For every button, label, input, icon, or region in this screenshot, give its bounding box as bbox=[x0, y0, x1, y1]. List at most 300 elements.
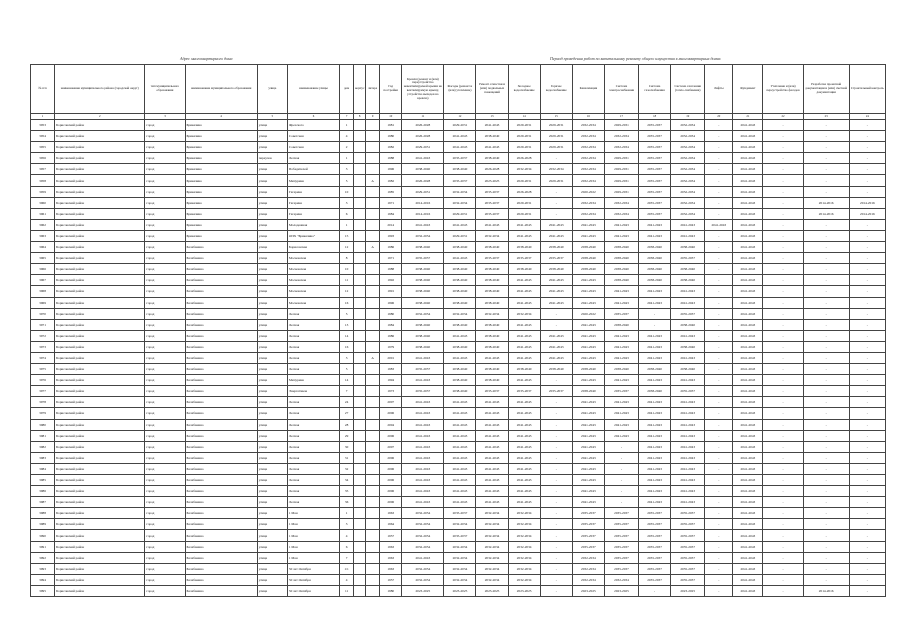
table-cell bbox=[366, 386, 380, 397]
table-cell: - bbox=[540, 486, 572, 497]
table-cell: 3968 bbox=[31, 286, 55, 297]
table-cell: 3981 bbox=[31, 430, 55, 441]
table-cell: 2035-2037 bbox=[402, 253, 444, 264]
table-cell: 2032-2034 bbox=[444, 308, 476, 319]
table-cell bbox=[366, 142, 380, 153]
table-cell: 2041-2043 bbox=[476, 419, 508, 430]
table-cell: Борисовский район bbox=[55, 242, 145, 253]
table-cell: - bbox=[803, 519, 849, 530]
table-cell: город bbox=[145, 208, 185, 219]
table-cell: город bbox=[145, 441, 185, 452]
table-cell: 2014-2016 bbox=[849, 197, 885, 208]
table-cell: Борисовский район bbox=[55, 452, 145, 463]
table-cell bbox=[354, 508, 366, 519]
table-cell: - bbox=[705, 408, 733, 419]
table-cell: - bbox=[849, 297, 885, 308]
table-cell: улица bbox=[257, 419, 287, 430]
table-cell: 2041-2043 bbox=[572, 475, 604, 486]
table-cell: 2026-2028 bbox=[402, 120, 444, 131]
table-cell bbox=[366, 541, 380, 552]
table-cell: 2038-2040 bbox=[476, 364, 508, 375]
table-cell: 2041-2043 bbox=[733, 230, 763, 241]
table-cell: Балабанино bbox=[185, 364, 257, 375]
table-cell: 2041-2043 bbox=[733, 242, 763, 253]
table-cell: 2029-2031 bbox=[508, 120, 540, 131]
table-cell: 2041-2043 bbox=[572, 408, 604, 419]
table-cell: 1982 bbox=[380, 142, 402, 153]
table-cell: - bbox=[540, 475, 572, 486]
column-number: 19 bbox=[671, 114, 705, 120]
table-cell: 2035-2037 bbox=[540, 386, 572, 397]
table-cell: 2007 bbox=[380, 397, 402, 408]
table-cell bbox=[366, 530, 380, 541]
table-cell: 8 bbox=[340, 253, 354, 264]
table-cell: 2032-2034 bbox=[444, 574, 476, 585]
table-cell: 2020-2022 bbox=[572, 186, 604, 197]
table-row bbox=[31, 297, 886, 308]
table-cell: - bbox=[849, 330, 885, 341]
table-cell bbox=[354, 275, 366, 286]
table-row bbox=[31, 497, 886, 508]
table-row bbox=[31, 175, 886, 186]
table-cell: 2032-2034 bbox=[572, 120, 604, 131]
table-cell: - bbox=[540, 541, 572, 552]
table-cell: Борисовский район bbox=[55, 574, 145, 585]
table-cell: 1980 bbox=[380, 131, 402, 142]
table-cell: 2041-2043 bbox=[444, 475, 476, 486]
table-cell: - bbox=[849, 585, 885, 596]
table-cell: 2041-2043 bbox=[639, 419, 671, 430]
table-cell: город bbox=[145, 297, 185, 308]
table-cell: - bbox=[763, 253, 803, 264]
table-cell: Московская bbox=[287, 264, 339, 275]
table-cell: город bbox=[145, 242, 185, 253]
table-cell: 2041-2043 bbox=[572, 397, 604, 408]
table-cell: 2026-2028 bbox=[402, 131, 444, 142]
table-cell: - bbox=[803, 319, 849, 330]
table-cell: 2035-2037 bbox=[604, 308, 638, 319]
table-cell: 2035-2037 bbox=[402, 386, 444, 397]
table-cell: 2041-2043 bbox=[402, 463, 444, 474]
table-cell: 1964 bbox=[380, 519, 402, 530]
table-cell: улица bbox=[257, 330, 287, 341]
table-cell: - bbox=[849, 497, 885, 508]
table-cell: улица bbox=[257, 319, 287, 330]
table-cell: улица bbox=[257, 197, 287, 208]
table-cell: - bbox=[763, 541, 803, 552]
table-cell: 16 bbox=[340, 297, 354, 308]
table-cell: 2041-2043 bbox=[402, 408, 444, 419]
table-cell: 5 bbox=[340, 308, 354, 319]
table-cell: - bbox=[849, 275, 885, 286]
table-cell bbox=[354, 585, 366, 596]
table-cell: 2032-2034 bbox=[444, 519, 476, 530]
table-cell: Борисовский район bbox=[55, 319, 145, 330]
table-cell: - bbox=[763, 297, 803, 308]
column-number: 12 bbox=[444, 114, 476, 120]
table-cell bbox=[354, 408, 366, 419]
table-cell: улица bbox=[257, 186, 287, 197]
table-cell bbox=[366, 153, 380, 164]
table-cell: 2041-2043 bbox=[572, 275, 604, 286]
table-cell: Балабанино bbox=[185, 352, 257, 363]
table-cell: 2041-2043 bbox=[733, 308, 763, 319]
table-cell: 3976 bbox=[31, 375, 55, 386]
table-cell: - bbox=[540, 319, 572, 330]
table-cell: 3986 bbox=[31, 486, 55, 497]
table-cell: Брикачино bbox=[185, 164, 257, 175]
table-cell: - bbox=[803, 419, 849, 430]
table-cell: 3965 bbox=[31, 253, 55, 264]
table-cell bbox=[354, 208, 366, 219]
table-cell: 2023-2025 bbox=[508, 585, 540, 596]
table-cell: 1971 bbox=[380, 253, 402, 264]
table-cell: 2035-2037 bbox=[639, 175, 671, 186]
table-cell: улица bbox=[257, 120, 287, 131]
table-cell: 2029-2031 bbox=[508, 175, 540, 186]
table-cell: 2035-2037 bbox=[476, 197, 508, 208]
table-cell: Балабанино bbox=[185, 408, 257, 419]
table-cell: - bbox=[849, 419, 885, 430]
table-cell: 2041-2043 bbox=[444, 463, 476, 474]
table-cell: Борисовский район bbox=[55, 508, 145, 519]
table-cell: 2038-2040 bbox=[444, 386, 476, 397]
table-cell: 2035-2037 bbox=[639, 508, 671, 519]
table-cell: Борисовский район bbox=[55, 475, 145, 486]
table-cell: переулок bbox=[257, 153, 287, 164]
table-cell: улица bbox=[257, 530, 287, 541]
table-cell: город bbox=[145, 486, 185, 497]
table-cell: Брикачино bbox=[185, 219, 257, 230]
table-cell: Лесная bbox=[287, 430, 339, 441]
table-cell: 2032-2034 bbox=[508, 563, 540, 574]
table-cell: 2038-2040 bbox=[476, 297, 508, 308]
table-cell: 2035-2037 bbox=[639, 563, 671, 574]
table-cell: город bbox=[145, 497, 185, 508]
table-cell: 2041-2043 bbox=[444, 330, 476, 341]
table-cell: 2041-2043 bbox=[733, 530, 763, 541]
table-cell: - bbox=[705, 253, 733, 264]
table-cell: 2032-2034 bbox=[508, 164, 540, 175]
table-cell: 2041-2043 bbox=[444, 408, 476, 419]
table-cell: - bbox=[705, 242, 733, 253]
table-cell: - bbox=[763, 585, 803, 596]
table-row bbox=[31, 430, 886, 441]
table-cell: 2038-2040 bbox=[444, 286, 476, 297]
table-cell: - bbox=[849, 286, 885, 297]
table-cell: 2035-2037 bbox=[444, 175, 476, 186]
table-cell bbox=[366, 574, 380, 585]
table-cell: 3963 bbox=[31, 230, 55, 241]
table-row bbox=[31, 364, 886, 375]
table-cell: 2041-2043 bbox=[604, 397, 638, 408]
table-cell: 2041-2043 bbox=[572, 330, 604, 341]
table-body bbox=[31, 120, 886, 597]
table-cell: 2038-2040 bbox=[572, 364, 604, 375]
table-cell: 2041-2043 bbox=[508, 475, 540, 486]
table-cell: Борисовский район bbox=[55, 341, 145, 352]
table-cell bbox=[354, 530, 366, 541]
table-cell: 3991 bbox=[31, 541, 55, 552]
table-cell: город bbox=[145, 386, 185, 397]
table-cell: 2038-2040 bbox=[639, 253, 671, 264]
table-cell: 13 bbox=[340, 319, 354, 330]
table-cell: 2041-2043 bbox=[444, 452, 476, 463]
table-cell: 2041-2043 bbox=[733, 219, 763, 230]
table-cell: - bbox=[803, 175, 849, 186]
table-cell: - bbox=[763, 197, 803, 208]
table-cell: 2029-2031 bbox=[444, 208, 476, 219]
column-number: 16 bbox=[572, 114, 604, 120]
table-cell: 2041-2043 bbox=[733, 375, 763, 386]
table-cell: город bbox=[145, 164, 185, 175]
table-cell: 2041-2043 bbox=[604, 430, 638, 441]
column-header: литера bbox=[366, 65, 380, 114]
table-cell: Борисовский район bbox=[55, 552, 145, 563]
table-cell: - bbox=[803, 352, 849, 363]
table-cell: - bbox=[803, 153, 849, 164]
table-cell: 2041-2043 bbox=[402, 430, 444, 441]
table-cell: 2041-2043 bbox=[639, 463, 671, 474]
table-cell: - bbox=[849, 563, 885, 574]
table-cell: 3959 bbox=[31, 186, 55, 197]
table-cell: - bbox=[705, 486, 733, 497]
table-cell: улица bbox=[257, 297, 287, 308]
table-cell bbox=[354, 131, 366, 142]
table-cell: 2035-2037 bbox=[639, 552, 671, 563]
table-cell: город bbox=[145, 175, 185, 186]
table-cell: 15 bbox=[340, 230, 354, 241]
table-cell: Балабанино bbox=[185, 541, 257, 552]
table-cell: 2026-2028 bbox=[476, 164, 508, 175]
table-cell: 2032-2034 bbox=[671, 197, 705, 208]
table-cell: 2041-2043 bbox=[572, 419, 604, 430]
table-cell: 2023-2025 bbox=[476, 175, 508, 186]
table-cell: 50 лет Октября bbox=[287, 585, 339, 596]
table-cell: 2041-2043 bbox=[572, 430, 604, 441]
table-cell: 3960 bbox=[31, 197, 55, 208]
column-number: 14 bbox=[508, 114, 540, 120]
table-cell: - bbox=[705, 352, 733, 363]
table-cell: - bbox=[849, 508, 885, 519]
table-cell: - bbox=[803, 574, 849, 585]
table-cell: город bbox=[145, 131, 185, 142]
table-cell: 2041-2043 bbox=[444, 253, 476, 264]
table-cell: 5 bbox=[340, 175, 354, 186]
table-cell: - bbox=[763, 319, 803, 330]
table-cell: Борисовский район bbox=[55, 219, 145, 230]
table-cell: Балабанино bbox=[185, 508, 257, 519]
table-cell: 2041-2043 bbox=[733, 286, 763, 297]
table-row bbox=[31, 131, 886, 142]
table-cell: 2041-2043 bbox=[733, 164, 763, 175]
table-cell: - bbox=[763, 264, 803, 275]
table-cell: 2014-2016 bbox=[803, 208, 849, 219]
table-cell: Гагарина bbox=[287, 197, 339, 208]
table-cell: 2041-2043 bbox=[540, 275, 572, 286]
table-cell: 6 bbox=[340, 208, 354, 219]
table-cell: 2032-2034 bbox=[671, 131, 705, 142]
table-cell: - bbox=[849, 242, 885, 253]
table-cell: Московская bbox=[287, 253, 339, 264]
table-cell bbox=[354, 364, 366, 375]
table-cell: - bbox=[540, 574, 572, 585]
table-cell: А bbox=[366, 242, 380, 253]
table-cell: 2038-2040 bbox=[639, 386, 671, 397]
table-cell: - bbox=[803, 330, 849, 341]
table-cell: 2041-2043 bbox=[733, 508, 763, 519]
table-row bbox=[31, 253, 886, 264]
table-cell: 2038-2040 bbox=[444, 275, 476, 286]
column-header: Система электроснабжения bbox=[604, 65, 638, 114]
column-header-row bbox=[31, 65, 886, 114]
table-cell: - bbox=[849, 219, 885, 230]
table-row bbox=[31, 408, 886, 419]
table-cell: Фрезского bbox=[287, 120, 339, 131]
column-header: Фасады (ремонт и (или) утепление) bbox=[444, 65, 476, 114]
table-cell: - bbox=[763, 497, 803, 508]
table-cell: 2041-2043 bbox=[508, 330, 540, 341]
table-cell bbox=[354, 186, 366, 197]
table-cell: город bbox=[145, 364, 185, 375]
table-cell: город bbox=[145, 585, 185, 596]
table-cell bbox=[354, 308, 366, 319]
table-cell: 2041-2043 bbox=[508, 219, 540, 230]
table-cell: - bbox=[763, 142, 803, 153]
table-cell: - bbox=[803, 253, 849, 264]
table-cell: 12 bbox=[340, 242, 354, 253]
table-cell bbox=[366, 164, 380, 175]
table-cell: Балабанино bbox=[185, 452, 257, 463]
table-cell: 2041-2043 bbox=[476, 452, 508, 463]
table-cell: улица bbox=[257, 452, 287, 463]
table-cell bbox=[354, 341, 366, 352]
table-cell: улица bbox=[257, 519, 287, 530]
table-cell: 14 bbox=[340, 375, 354, 386]
table-cell: 2035-2037 bbox=[671, 386, 705, 397]
table-cell: город bbox=[145, 375, 185, 386]
table-cell: 2041-2043 bbox=[402, 452, 444, 463]
table-cell: Брикачино bbox=[185, 153, 257, 164]
table-cell: Гагарина bbox=[287, 208, 339, 219]
table-cell: 3987 bbox=[31, 497, 55, 508]
table-cell bbox=[354, 219, 366, 230]
table-cell: - bbox=[540, 530, 572, 541]
table-cell: 2038-2040 bbox=[572, 253, 604, 264]
table-cell: - bbox=[803, 486, 849, 497]
table-row bbox=[31, 419, 886, 430]
table-cell: 1971 bbox=[380, 197, 402, 208]
table-cell: - bbox=[803, 275, 849, 286]
table-cell: - bbox=[705, 175, 733, 186]
table-cell: 2035-2037 bbox=[572, 519, 604, 530]
table-cell bbox=[354, 197, 366, 208]
table-cell: 2041-2043 bbox=[444, 486, 476, 497]
table-cell: - bbox=[705, 275, 733, 286]
table-cell: 2041-2043 bbox=[476, 475, 508, 486]
table-cell: 3 bbox=[340, 352, 354, 363]
table-cell: 2006 bbox=[380, 475, 402, 486]
table-cell: Лесная bbox=[287, 452, 339, 463]
table-cell: - bbox=[763, 430, 803, 441]
table-cell: - bbox=[763, 375, 803, 386]
column-header: Система отопления (тепло-снабжения) bbox=[671, 65, 705, 114]
table-cell: 3979 bbox=[31, 408, 55, 419]
table-cell: 11 bbox=[340, 275, 354, 286]
table-cell: 2041-2043 bbox=[604, 297, 638, 308]
table-cell: 2006 bbox=[380, 430, 402, 441]
table-cell: 3961 bbox=[31, 208, 55, 219]
table-cell: - bbox=[803, 508, 849, 519]
table-cell: 2035-2037 bbox=[671, 541, 705, 552]
table-cell: Мичурина bbox=[287, 175, 339, 186]
table-cell: 2035-2037 bbox=[508, 386, 540, 397]
table-cell: - bbox=[803, 242, 849, 253]
table-cell: 2032-2034 bbox=[476, 552, 508, 563]
table-cell: 2041-2043 bbox=[604, 286, 638, 297]
table-cell bbox=[366, 430, 380, 441]
table-cell: 2004 bbox=[380, 419, 402, 430]
table-cell: 2035-2037 bbox=[604, 563, 638, 574]
table-cell: 2041-2043 bbox=[508, 408, 540, 419]
table-cell: город bbox=[145, 341, 185, 352]
table-cell: Борисовский район bbox=[55, 541, 145, 552]
table-cell: 2038-2040 bbox=[508, 242, 540, 253]
table-cell: 2041-2043 bbox=[639, 452, 671, 463]
table-row bbox=[31, 308, 886, 319]
table-cell: 10 bbox=[340, 186, 354, 197]
table-cell: - bbox=[604, 452, 638, 463]
table-cell: Советская bbox=[287, 131, 339, 142]
table-cell: 2041-2043 bbox=[540, 219, 572, 230]
table-cell: 2038-2040 bbox=[444, 164, 476, 175]
table-cell: 12 bbox=[340, 286, 354, 297]
table-cell: 1980 bbox=[380, 308, 402, 319]
table-cell: - bbox=[803, 452, 849, 463]
table-cell bbox=[366, 330, 380, 341]
table-cell: 2038-2040 bbox=[402, 319, 444, 330]
table-cell: 2041-2043 bbox=[402, 497, 444, 508]
table-cell: Лесная bbox=[287, 419, 339, 430]
table-cell: 2029-2031 bbox=[540, 142, 572, 153]
table-cell: улица bbox=[257, 563, 287, 574]
table-cell: 2041-2043 bbox=[572, 452, 604, 463]
table-cell: 2038-2040 bbox=[671, 242, 705, 253]
table-cell: 2041-2043 bbox=[733, 341, 763, 352]
table-cell: - bbox=[705, 574, 733, 585]
table-cell: Балабанино bbox=[185, 375, 257, 386]
table-cell: - bbox=[705, 230, 733, 241]
column-number: 11 bbox=[402, 114, 444, 120]
table-cell: 2041-2043 bbox=[540, 341, 572, 352]
table-cell: город bbox=[145, 286, 185, 297]
table-cell: - bbox=[803, 530, 849, 541]
table-cell: ОПХ "Брикачино" bbox=[287, 230, 339, 241]
table-cell: 2038-2040 bbox=[604, 264, 638, 275]
table-cell bbox=[354, 153, 366, 164]
table-cell: Лесная bbox=[287, 441, 339, 452]
table-cell: 2035-2037 bbox=[639, 131, 671, 142]
table-cell bbox=[354, 486, 366, 497]
table-cell: 1984 bbox=[380, 319, 402, 330]
table-cell: 27 bbox=[340, 408, 354, 419]
table-cell: 2041-2043 bbox=[671, 497, 705, 508]
table-cell: 2038-2040 bbox=[639, 264, 671, 275]
table-cell: 2041-2043 bbox=[733, 397, 763, 408]
table-cell: 2038-2040 bbox=[476, 242, 508, 253]
column-number: 7 bbox=[340, 114, 354, 120]
table-cell: - bbox=[763, 153, 803, 164]
